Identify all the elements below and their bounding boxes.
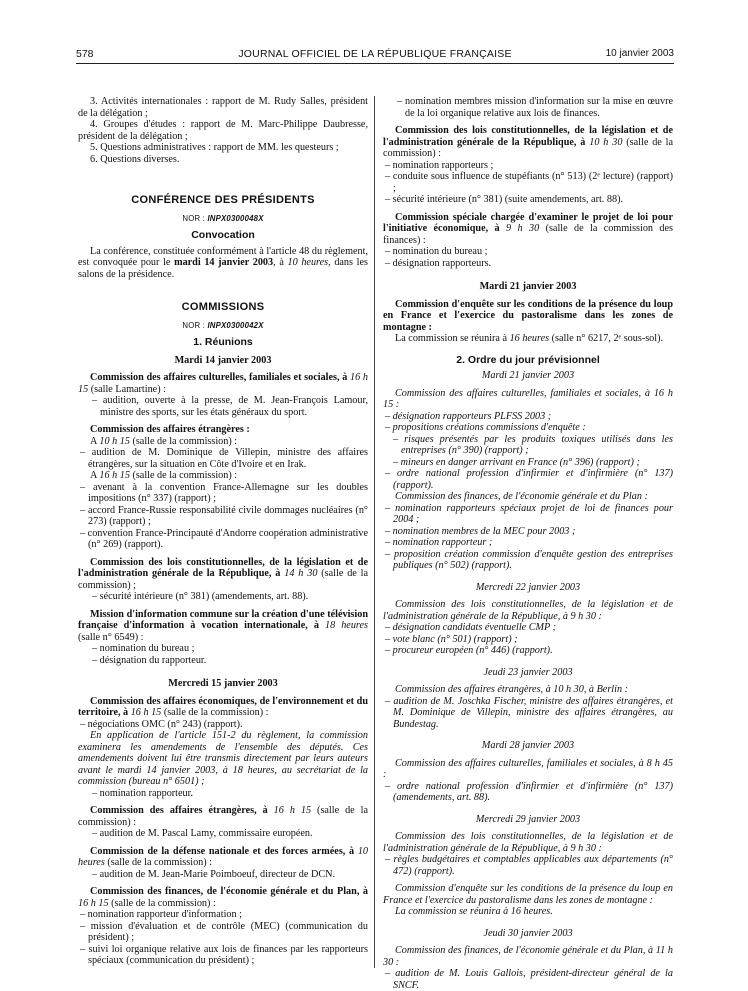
- section-title: CONFÉRENCE DES PRÉSIDENTS: [131, 194, 315, 206]
- time-line: A 10 h 15 (salle de la commission) :: [90, 435, 238, 447]
- list-item: – nomination membres mission d'information sur la mise en œuvre de la loi organique relative aux lois de finances.: [397, 96, 673, 119]
- commission-heading: Commission des finances, de l'économie générale et du Plan, à 16 h 15 (salle de la commission) :: [78, 886, 368, 909]
- commission-heading: Commission des affaires étrangères, à 16 h 15 (salle de la commission) :: [78, 805, 369, 828]
- page-number: 578: [76, 48, 94, 60]
- commission-heading: Commission de la défense nationale et des forces armées, à 10 heures (salle de la commission) :: [78, 845, 368, 868]
- list-item: – ordre national profession d'infirmier et d'infirmière (n° 137) (rapport).: [385, 468, 673, 491]
- list-item: – audition de M. Louis Gallois, président-directeur général de la SNCF.: [385, 968, 673, 991]
- issue-date: 10 janvier 2003: [605, 48, 674, 59]
- commission-heading: Mission d'information commune sur la création d'une télévision française d'information à vocation internationale, à 18 heures (salle n° 6549) :: [78, 608, 368, 643]
- list-item: – désignation du rapporteur.: [92, 654, 207, 666]
- list-item: – nomination du bureau ;: [92, 643, 195, 654]
- commission-heading: Commission des affaires économiques, de l'environnement et du territoire, à 16 h 15 (salle de la commission) :: [78, 695, 368, 718]
- commission-heading: Commission des affaires étrangères :: [90, 424, 250, 435]
- list-item: – nomination rapporteur ;: [385, 537, 493, 548]
- list-item: – audition de M. Dominique de Villepin, ministre des affaires étrangères, sur la situation en Côte d'Ivoire et en Irak.: [80, 447, 368, 470]
- list-item: – ordre national profession d'infirmier et d'infirmière (n° 137) (amendements, art. 88).: [385, 780, 673, 803]
- list-item: – conduite sous influence de stupéfiants (n° 513) (2ᵉ lecture) (rapport) ;: [385, 171, 673, 194]
- list-item: – proposition création commission d'enquête gestion des entreprises publiques (n° 502) (rapport).: [385, 548, 673, 571]
- commission-heading: Commission des finances, de l'économie générale et du Plan :: [395, 491, 648, 502]
- list-item: – suivi loi organique relative aux lois de finances par les rapporteurs spéciaux (communication du président) ;: [80, 943, 368, 966]
- list-item: – sécurité intérieure (n° 381) (amendements, art. 88).: [92, 591, 309, 602]
- list-item: – audition de M. Pascal Lamy, commissaire européen.: [92, 828, 313, 839]
- list-item: – mission d'évaluation et de contrôle (MEC) (communication du président) ;: [80, 920, 368, 943]
- paragraph: La conférence, constituée conformément à l'article 48 du règlement, est convoquée pour le mardi 14 janvier 2003, à 10 heures, dans les salons de la présidence.: [78, 245, 368, 280]
- commission-heading: Commission des affaires culturelles, familiales et sociales, à 16 h 15 :: [383, 387, 673, 410]
- date-heading: Mercredi 29 janvier 2003: [475, 813, 581, 825]
- list-item: – désignation rapporteurs.: [385, 257, 492, 269]
- list-item: – nomination rapporteurs ;: [385, 159, 494, 171]
- nor-reference: NOR : INPX0300042X: [182, 320, 264, 330]
- date-heading: Mardi 28 janvier 2003: [481, 740, 575, 751]
- list-item: – nomination rapporteur.: [92, 787, 194, 799]
- list-item: – règles budgétaires et comptables applicables aux départements (n° 472) (rapport).: [385, 854, 673, 877]
- list-item: – audition, ouverte à la presse, de M. Jean-François Lamour, ministre des sports, sur les états généraux du sport.: [92, 395, 368, 418]
- commission-heading: Commission des lois constitutionnelles, de la législation et de l'administration générale de la République, à 10 h 30 (salle de la commission) :: [383, 125, 674, 159]
- header-rule: [76, 63, 674, 64]
- page-header: [76, 46, 674, 62]
- commission-heading: Commission des finances, de l'économie générale et du Plan, à 11 h 30 :: [383, 945, 673, 968]
- section-title: COMMISSIONS: [181, 301, 265, 313]
- list-item: – avenant à la convention France-Allemagne sur les doubles impositions (n° 337) (rapport) ;: [80, 481, 368, 504]
- right-column: [383, 96, 673, 991]
- subsection-title: 2. Ordre du jour prévisionnel: [456, 353, 600, 366]
- list-item: – audition de M. Joschka Fischer, ministre des affaires étrangères, et M. Dominique de Villepin, ministre des affaires étrangères, au Bundestag.: [385, 695, 673, 730]
- list-item: – audition de M. Jean-Marie Poimboeuf, directeur de DCN.: [92, 868, 336, 880]
- list-item: – négociations OMC (n° 243) (rapport).: [80, 718, 243, 730]
- list-item: – convention France-Principauté d'Andorre coopération administrative (n° 269) (rapport).: [80, 527, 368, 550]
- left-column: [78, 96, 368, 967]
- date-heading: Mercredi 15 janvier 2003: [168, 678, 278, 689]
- agenda-item: 5. Questions administratives : rapport de MM. les questeurs ;: [90, 142, 339, 153]
- list-item: – accord France-Russie responsabilité civile dommages nucléaires (n° 273) (rapport) ;: [80, 504, 368, 527]
- commission-heading: Commission des lois constitutionnelles, de la législation et de l'administration générale de la République, à 9 h 30 :: [383, 599, 673, 622]
- list-item: – mineurs en danger arrivant en France (n° 396) (rapport) ;: [393, 456, 640, 468]
- commission-heading: Commission des affaires culturelles, familiales et sociales, à 16 h 15 (salle Lamartine) :: [78, 372, 368, 395]
- date-heading: Jeudi 30 janvier 2003: [483, 927, 573, 939]
- list-item: – propositions créations commissions d'enquête :: [385, 422, 586, 433]
- time-line: A 16 h 15 (salle de la commission) :: [90, 470, 238, 481]
- list-item: – nomination rapporteurs spéciaux projet de loi de finances pour 2004 ;: [385, 502, 673, 525]
- commission-heading: Commission d'enquête sur les conditions de la présence du loup en France et l'exercice du pastoralisme dans les zones de montagne :: [383, 883, 673, 906]
- list-item: – procureur européen (n° 446) (rapport).: [385, 645, 553, 656]
- list-item: – désignation candidats éventuelle CMP ;: [385, 622, 556, 633]
- subsection-title: Convocation: [191, 229, 255, 241]
- list-item: – nomination rapporteur d'information ;: [80, 909, 242, 920]
- commission-heading: Commission d'enquête sur les conditions de la présence du loup en France et l'exercice du pastoralisme dans les zones de montagne :: [383, 298, 673, 333]
- agenda-item: 3. Activités internationales : rapport de M. Rudy Salles, président de la délégation ;: [78, 96, 368, 119]
- date-heading: Mercredi 22 janvier 2003: [475, 581, 581, 593]
- list-item: – désignation rapporteurs PLFSS 2003 ;: [385, 410, 552, 422]
- list-item: – vote blanc (n° 501) (rapport) ;: [385, 633, 518, 645]
- list-item: – risques présentés par les produits toxiques utilisés dans les entreprises (n° 390) (rapport) ;: [393, 433, 673, 456]
- commission-heading: Commission des affaires étrangères, à 10 h 30, à Berlin :: [395, 684, 628, 695]
- date-heading: Mardi 21 janvier 2003: [479, 281, 577, 292]
- paragraph: La commission se réunira à 16 heures.: [395, 906, 553, 917]
- subsection-title: 1. Réunions: [193, 336, 253, 348]
- list-item: – nomination membres de la MEC pour 2003 ;: [385, 525, 576, 537]
- commission-heading: Commission des lois constitutionnelles, de la législation et de l'administration générale de la République, à 9 h 30 :: [383, 831, 673, 854]
- list-item: – nomination du bureau ;: [385, 246, 488, 257]
- agenda-item: 4. Groupes d'études : rapport de M. Marc-Philippe Daubresse, président de la délégation ;: [78, 119, 368, 142]
- commission-heading: Commission des affaires culturelles, familiales et sociales, à 8 h 45 :: [383, 757, 673, 780]
- nor-reference: NOR : INPX0300048X: [182, 213, 264, 223]
- journal-title: JOURNAL OFFICIEL DE LA RÉPUBLIQUE FRANÇAISE: [238, 48, 512, 60]
- date-heading: Jeudi 23 janvier 2003: [483, 666, 573, 678]
- column-divider: [374, 96, 375, 968]
- paragraph: La commission se réunira à 16 heures (salle n° 6217, 2ᵉ sous-sol).: [395, 333, 664, 344]
- commission-heading: Commission des lois constitutionnelles, de la législation et de l'administration générale de la République, à 14 h 30 (salle de la commission) ;: [78, 556, 369, 591]
- list-item: – sécurité intérieure (n° 381) (suite amendements, art. 88).: [385, 194, 624, 205]
- agenda-item: 6. Questions diverses.: [90, 153, 180, 165]
- date-heading: Mardi 21 janvier 2003: [481, 370, 575, 381]
- date-heading: Mardi 14 janvier 2003: [174, 354, 272, 366]
- commission-heading: Commission spéciale chargée d'examiner le projet de loi pour l'initiative économique, à 9 h 30 (salle de la commission des finances) :: [383, 211, 673, 246]
- note: En application de l'article 151-2 du règlement, la commission examinera les amendements de l'ensemble des députés. Ces amendements doivent lui être transmis directement par leurs auteurs avant le mardi 14 janvier 2003, à 18 heures, au secrétariat de la commission (bureau n° 6501) ;: [78, 730, 368, 787]
